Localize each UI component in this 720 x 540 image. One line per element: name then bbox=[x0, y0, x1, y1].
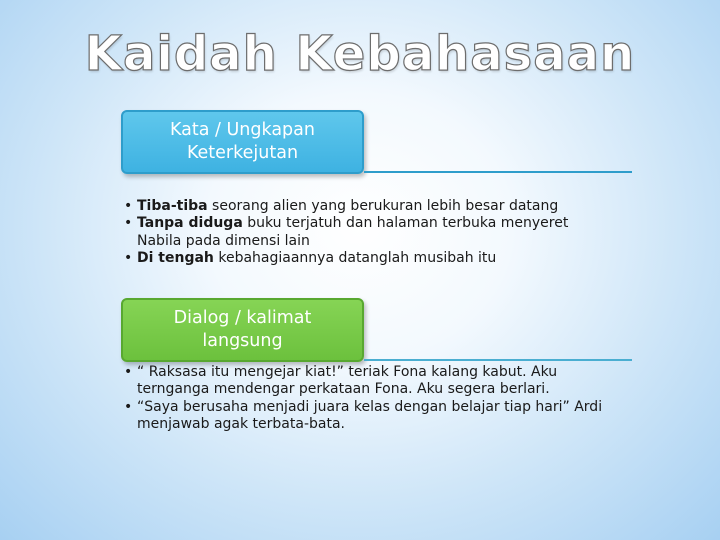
item-text: buku terjatuh dan halaman terbuka menyeret Nabila pada dimensi lain bbox=[137, 215, 569, 249]
bullet-icon: • bbox=[124, 364, 133, 380]
item-text: kebahagiaannya datanglah musibah itu bbox=[213, 249, 497, 266]
keyword: Tanpa diduga bbox=[137, 215, 243, 232]
bullet-icon: • bbox=[124, 249, 133, 266]
section-divider bbox=[364, 171, 632, 173]
bullet-icon: • bbox=[124, 215, 133, 232]
keyword: Di tengah bbox=[137, 249, 214, 266]
bullet-icon: • bbox=[124, 198, 133, 214]
section-divider bbox=[364, 359, 632, 361]
list-item bbox=[124, 364, 614, 399]
section-heading-line: langsung bbox=[202, 331, 283, 351]
section-heading-line: Dialog / kalimat bbox=[173, 308, 312, 328]
item-text: “ Raksasa itu mengejar kiat!” teriak Fona kalang kabut. Aku ternganga mendengar perkataan Fona. Aku segera berlari. bbox=[137, 364, 558, 398]
dialog-examples-list bbox=[124, 364, 614, 433]
list-item bbox=[124, 215, 614, 250]
list-item bbox=[124, 198, 614, 215]
item-text: seorang alien yang berukuran lebih besar datang bbox=[207, 198, 559, 214]
section-heading-line: Kata / Ungkapan bbox=[170, 120, 315, 140]
page-title: Kaidah Kebahasaan bbox=[84, 26, 636, 82]
bullet-icon: • bbox=[124, 398, 133, 415]
section-heading-line: Keterkejutan bbox=[186, 143, 299, 163]
section-heading-dialog bbox=[121, 298, 364, 362]
list-item bbox=[124, 399, 614, 434]
section-heading-expressions bbox=[121, 110, 364, 174]
item-text: “Saya berusaha menjadi juara kelas dengan belajar tiap hari” Ardi menjawab agak terbata-bata. bbox=[137, 398, 603, 432]
list-item bbox=[124, 250, 614, 267]
keyword: Tiba-tiba bbox=[137, 198, 208, 214]
expression-examples-list bbox=[124, 198, 614, 267]
